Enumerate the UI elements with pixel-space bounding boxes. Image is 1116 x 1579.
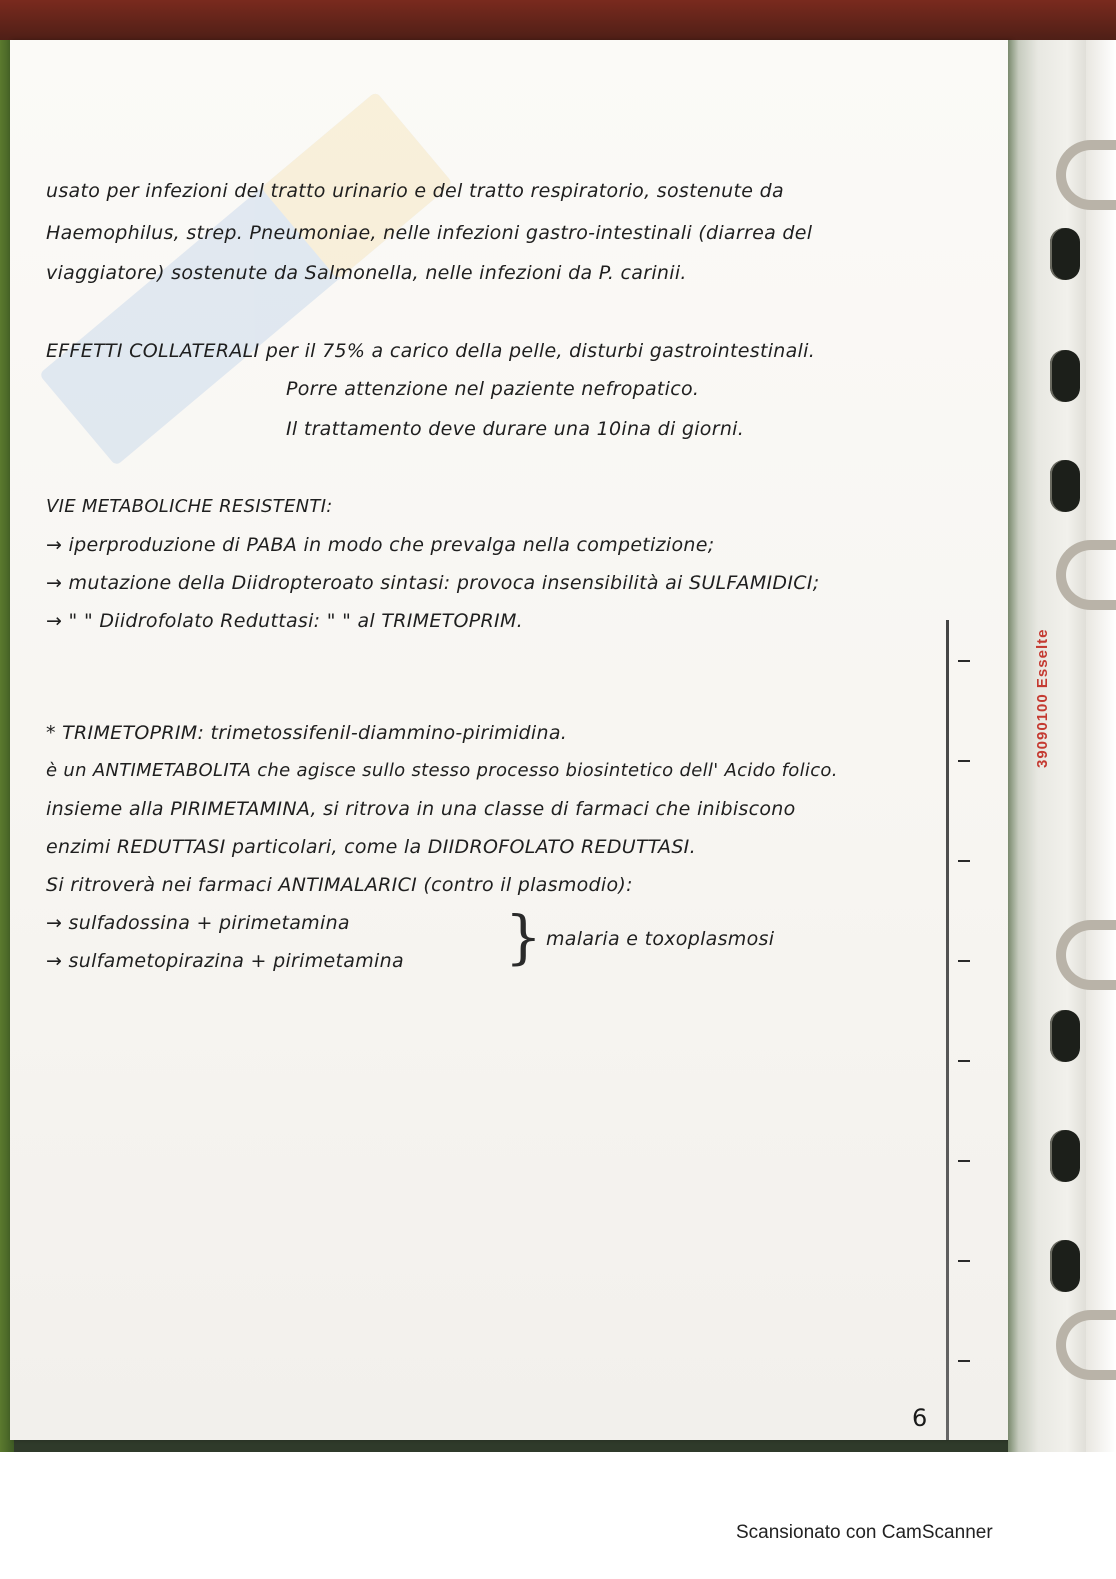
page-number: 6 bbox=[912, 1404, 928, 1432]
note-line: viaggiatore) sostenute da Salmonella, nelle infezioni da P. carinii. bbox=[46, 262, 687, 284]
note-line: Il trattamento deve durare una 10ina di giorni. bbox=[286, 418, 745, 440]
index-tick bbox=[958, 1160, 970, 1162]
desk-background-top bbox=[0, 0, 1116, 44]
punch-hole bbox=[1050, 228, 1080, 280]
binder-code: 39090100 bbox=[1034, 693, 1051, 768]
page-index-line bbox=[946, 620, 949, 1440]
note-line: è un ANTIMETABOLITA che agisce sullo stesso processo biosintetico dell' Acido folico. bbox=[46, 760, 838, 781]
note-line: → " " Diidrofolato Reduttasi: " " al TRIMETOPRIM. bbox=[46, 610, 523, 632]
index-tick bbox=[958, 1260, 970, 1262]
index-tick bbox=[958, 960, 970, 962]
punch-hole bbox=[1050, 1240, 1080, 1292]
punch-hole bbox=[1050, 350, 1080, 402]
note-line: → mutazione della Diidropteroato sintasi: provoca insensibilità ai SULFAMIDICI; bbox=[46, 572, 820, 594]
note-line: EFFETTI COLLATERALI per il 75% a carico della pelle, disturbi gastrointestinali. bbox=[46, 340, 816, 362]
punch-hole bbox=[1050, 1130, 1080, 1182]
scanner-footer: Scansionato con CamScanner bbox=[736, 1522, 993, 1543]
section-heading: VIE METABOLICHE RESISTENTI: bbox=[46, 496, 333, 517]
note-line: insieme alla PIRIMETAMINA, si ritrova in una classe di farmaci che inibiscono bbox=[46, 798, 796, 820]
note-line: usato per infezioni del tratto urinario e del tratto respiratorio, sostenute da bbox=[46, 180, 784, 202]
index-tick bbox=[958, 1060, 970, 1062]
note-line: enzimi REDUTTASI particolari, come la DIIDROFOLATO REDUTTASI. bbox=[46, 836, 696, 858]
punch-hole bbox=[1050, 460, 1080, 512]
index-tick bbox=[958, 860, 970, 862]
plastic-sleeve-edge bbox=[1086, 40, 1116, 1452]
index-tick bbox=[958, 660, 970, 662]
punch-hole bbox=[1050, 1010, 1080, 1062]
index-tick bbox=[958, 760, 970, 762]
note-line: → sulfametopirazina + pirimetamina bbox=[46, 950, 404, 972]
note-line: → iperproduzione di PABA in modo che prevalga nella competizione; bbox=[46, 534, 715, 556]
note-line: Haemophilus, strep. Pneumoniae, nelle infezioni gastro-intestinali (diarrea del bbox=[46, 222, 813, 244]
note-line: malaria e toxoplasmosi bbox=[546, 928, 775, 950]
binder-brand: Esselte bbox=[1034, 628, 1051, 689]
note-line: * TRIMETOPRIM: trimetossifenil-diammino-pirimidina. bbox=[46, 722, 568, 744]
note-line: Porre attenzione nel paziente nefropatico. bbox=[286, 378, 700, 400]
note-line: → sulfadossina + pirimetamina bbox=[46, 912, 350, 934]
binder-brand-label bbox=[1034, 628, 1074, 768]
index-tick bbox=[958, 1360, 970, 1362]
curly-brace: } bbox=[505, 903, 542, 971]
note-line: Si ritroverà nei farmaci ANTIMALARICI (contro il plasmodio): bbox=[46, 874, 633, 896]
